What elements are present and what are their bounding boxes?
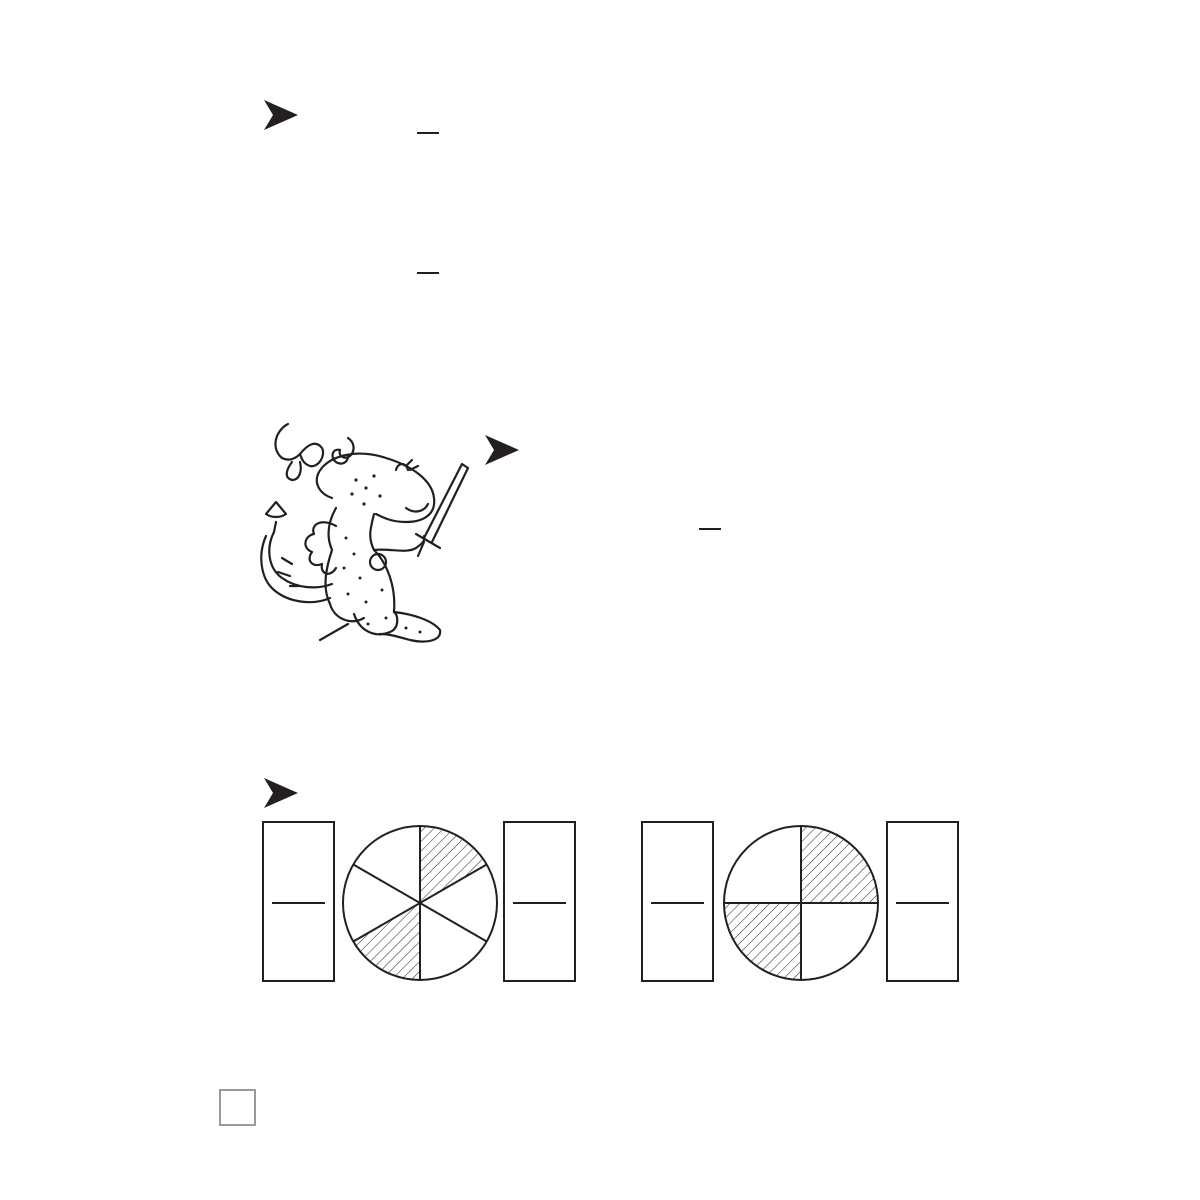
fraction-bar bbox=[417, 272, 439, 274]
task1-q2-fraction bbox=[417, 269, 439, 278]
task1-arrow-icon bbox=[264, 100, 298, 130]
fraction-line bbox=[896, 902, 949, 904]
fraction-circle-sixths bbox=[340, 823, 500, 983]
task1-q1-fraction bbox=[417, 129, 439, 138]
task2-arrow-icon bbox=[485, 435, 519, 465]
answer-box-2[interactable] bbox=[503, 821, 576, 982]
fraction-line bbox=[272, 902, 325, 904]
page-number bbox=[219, 1089, 256, 1126]
fraction-bar bbox=[417, 132, 439, 134]
shaded-sector bbox=[420, 826, 487, 903]
shaded-sector bbox=[724, 903, 801, 980]
task3-arrow-icon bbox=[264, 778, 298, 808]
answer-box-3[interactable] bbox=[641, 821, 714, 982]
fraction-circle-quarters bbox=[721, 823, 881, 983]
answer-box-4[interactable] bbox=[886, 821, 959, 982]
shaded-sector bbox=[353, 903, 420, 980]
fraction-line bbox=[513, 902, 566, 904]
task2-fraction bbox=[699, 525, 721, 534]
fraction-line bbox=[651, 902, 704, 904]
fraction-bar bbox=[699, 528, 721, 530]
answer-grid[interactable] bbox=[260, 615, 950, 755]
answer-box-1[interactable] bbox=[262, 821, 335, 982]
shaded-sector bbox=[801, 826, 878, 903]
